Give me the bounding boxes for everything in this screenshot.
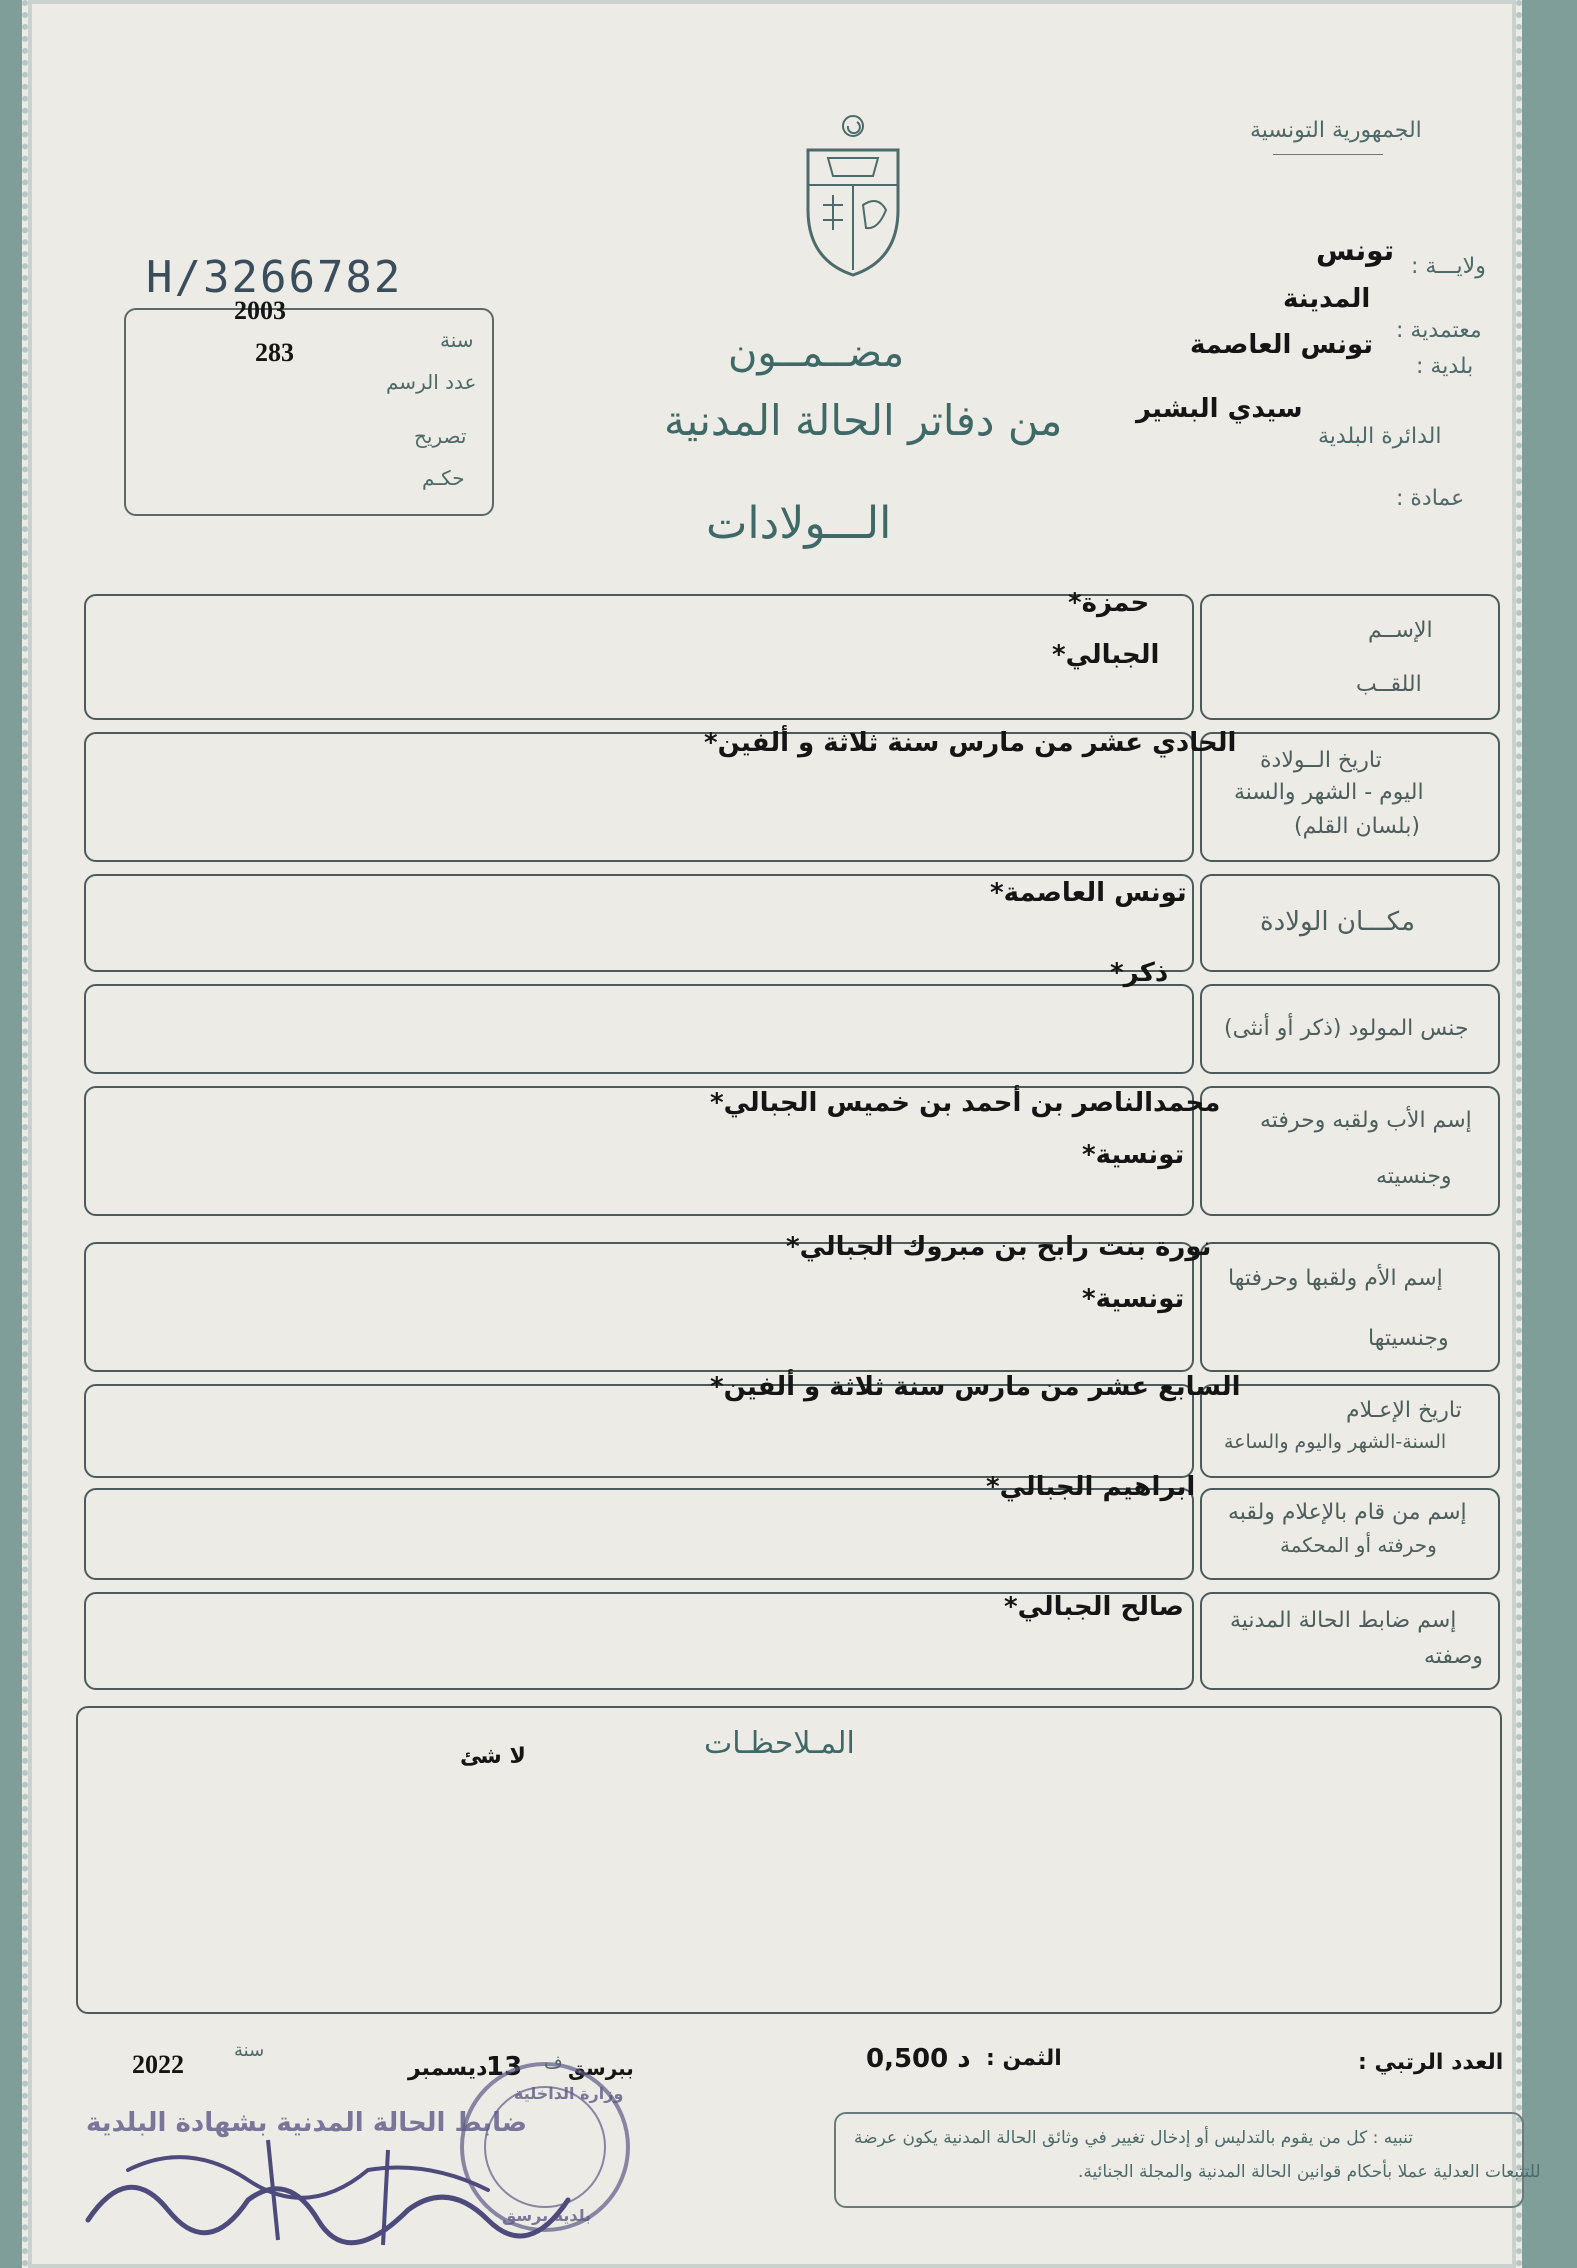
sex-value: ذكر* [1110,958,1169,988]
section-births: الـــولادات [706,498,892,549]
daira-label: الدائرة البلدية [1318,424,1442,449]
officer-value: صالح الجبالي* [1004,1592,1184,1622]
republic-header: الجمهورية التونسية [1250,118,1422,143]
father-value: محمدالناصر بن أحمد بن خميس الجبالي* [710,1088,1221,1118]
row-name-label-box [1200,594,1500,720]
register-declaration-label: تصريح [414,424,467,448]
baladia-label: بلدية : [1416,354,1474,379]
row-declarant-label-2: وحرفته أو المحكمة [1280,1533,1437,1557]
seal-line-3: بلدية برسق [502,2206,592,2225]
issue-day-value: 13 [486,2052,523,2082]
coat-of-arms-icon [798,110,908,280]
handwritten-signature [68,2100,588,2260]
row-father-label-2: وجنسيته [1376,1164,1452,1189]
issue-year-value: 2022 [132,2050,184,2079]
declaration-date-value: السابع عشر من مارس سنة ثلاثة و ألفين* [710,1372,1241,1402]
motamadia-value: المدينة [1283,284,1371,314]
motamadia-label: معتمدية : [1396,318,1482,343]
mother-value: نورة بنت رابح بن مبروك الجبالي* [786,1232,1212,1262]
wilaya-value: تونس [1316,234,1395,267]
certificate-paper [22,0,1541,2268]
remarks-value: لا شئ [460,1744,526,1769]
baladia-value: تونس العاصمة [1190,330,1374,360]
row-birthdate-label-2: اليوم - الشهر والسنة [1234,780,1424,805]
first-name-value: حمزة* [1068,588,1150,618]
row-sex-value-box [84,984,1194,1074]
seal-line-2: وزارة الداخلية [514,2084,624,2103]
row-officer-label-2: وصفته [1424,1644,1483,1669]
issue-month-value: ديسمبر [408,2056,488,2081]
notice-box [834,2112,1524,2208]
birth-date-value: الحادي عشر من مارس سنة ثلاثة و ألفين* [704,728,1237,758]
remarks-label: المـلاحظـات [704,1726,855,1761]
row-officer-label-1: إسم ضابط الحالة المدنية [1230,1608,1457,1633]
row-name-value-box [84,594,1194,720]
omada-label: عمادة : [1396,486,1465,511]
row-declaration-date-label-2: السنة-الشهر واليوم والساعة [1224,1431,1447,1453]
register-year-value: 2003 [234,296,286,325]
birth-place-value: تونس العاصمة* [990,878,1187,908]
header-underline [1273,154,1383,155]
serial-number: H/3266782 [146,252,403,303]
row-name-label-1: الإســم [1368,618,1433,643]
register-number-value: 283 [255,338,294,367]
notice-line-1: تنبيه : كل من يقوم بالتدليس أو إدخال تغيير في وثائق الحالة المدنية يكون عرضة [854,2128,1413,2148]
daira-value: سيدي البشير [1136,394,1303,424]
issue-place-label: ببرسق [568,2056,634,2080]
register-year-label: سنة [440,328,474,352]
seal-line-1: ضابط الحالة المدنية بشهادة البلدية [86,2108,527,2138]
mother-nationality-value: تونسية* [1082,1284,1185,1314]
declarant-value: ابراهيم الجبالي* [986,1472,1196,1502]
register-judgment-label: حكـم [422,466,465,490]
notice-line-2: للتتبعات العدلية عملا بأحكام قوانين الحالة المدنية والمجلة الجنائية. [1078,2162,1541,2182]
price-value: 0,500 د [866,2044,971,2074]
ordinal-label: العدد الرتبي : [1358,2050,1504,2075]
last-name-value: الجبالي* [1052,640,1160,670]
issue-place-prefix: ف [544,2052,563,2073]
row-mother-label-1: إسم الأم ولقبها وحرفتها [1228,1266,1443,1291]
register-number-label: عدد الرسم [386,370,477,394]
title-summary: مضــمــون [728,330,905,376]
row-sex-label: جنس المولود (ذكر أو أنثى) [1224,1016,1469,1041]
price-label: الثمن : [986,2046,1062,2071]
row-birthplace-label: مكـــان الولادة [1260,907,1416,937]
row-mother-label-2: وجنسيتها [1368,1326,1449,1351]
issue-year-label: سنة [234,2040,265,2061]
father-nationality-value: تونسية* [1082,1140,1185,1170]
wilaya-label: ولايـــة : [1411,254,1486,279]
row-birthdate-label-1: تاريخ الــولادة [1260,748,1382,773]
row-name-label-2: اللقــب [1356,672,1422,697]
title-registers: من دفاتر الحالة المدنية [664,396,1063,445]
row-father-label-1: إسم الأب ولقبه وحرفته [1260,1108,1472,1133]
row-birthdate-label-3: (بلسان القلم) [1294,814,1420,839]
row-declaration-date-label-1: تاريخ الإعـلام [1346,1398,1462,1423]
row-declarant-label-1: إسم من قام بالإعلام ولقبه [1228,1500,1467,1525]
